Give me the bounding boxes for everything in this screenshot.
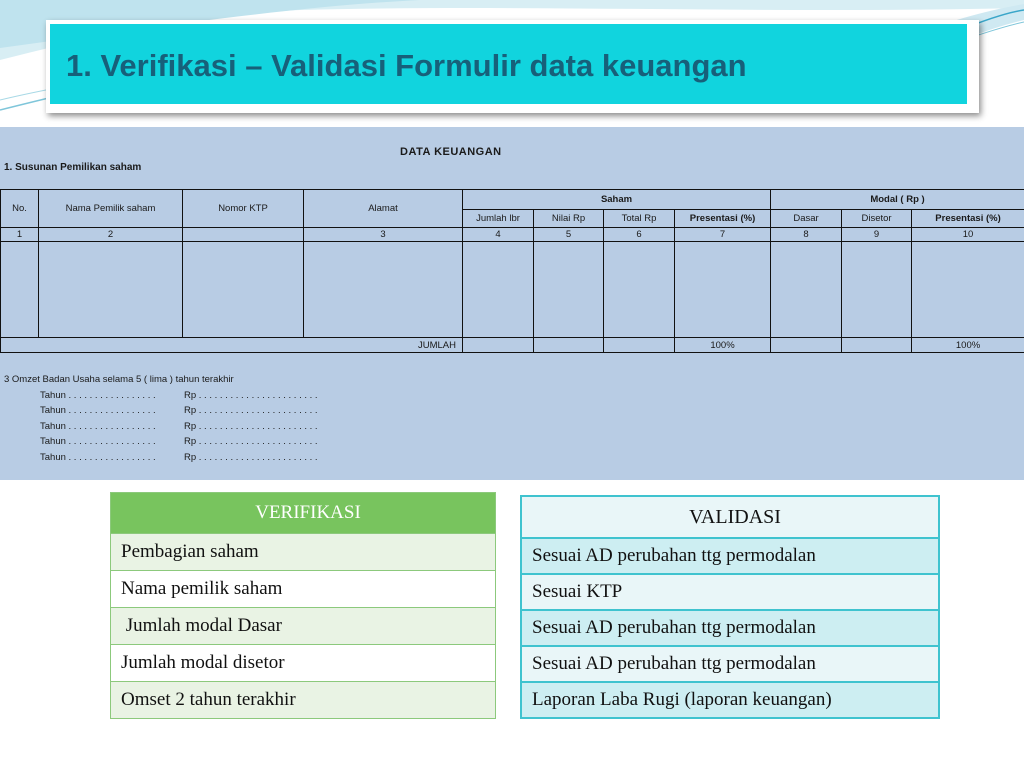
data-keuangan-form bbox=[0, 127, 1024, 480]
col-number: 1 bbox=[1, 228, 39, 242]
col-ktp: Nomor KTP bbox=[183, 190, 304, 228]
validasi-table bbox=[520, 495, 940, 719]
empty-data-row bbox=[1, 242, 1024, 338]
col-dasar: Dasar bbox=[771, 210, 842, 228]
col-number: 8 bbox=[771, 228, 842, 242]
group-modal: Modal ( Rp ) bbox=[771, 190, 1024, 210]
validasi-item: Sesuai KTP bbox=[521, 574, 939, 610]
col-presentasi-saham: Presentasi (%) bbox=[675, 210, 771, 228]
omzet-row bbox=[40, 421, 318, 432]
verifikasi-item: Nama pemilik saham bbox=[111, 571, 496, 608]
verifikasi-header: VERIFIKASI bbox=[111, 493, 496, 534]
omzet-tahun: Tahun . . . . . . . . . . . . . . . . . bbox=[40, 405, 156, 416]
jumlah-label: JUMLAH bbox=[1, 338, 463, 353]
col-number: 10 bbox=[912, 228, 1024, 242]
pct-saham: 100% bbox=[675, 338, 771, 353]
omzet-rp: Rp . . . . . . . . . . . . . . . . . . . . . . . bbox=[184, 405, 318, 416]
jumlah-row bbox=[1, 338, 1024, 353]
omzet-row bbox=[40, 436, 318, 447]
col-total-rp: Total Rp bbox=[604, 210, 675, 228]
validasi-item: Sesuai AD perubahan ttg permodalan bbox=[521, 610, 939, 646]
validasi-item: Sesuai AD perubahan ttg permodalan bbox=[521, 538, 939, 574]
col-disetor: Disetor bbox=[842, 210, 912, 228]
verifikasi-item: Jumlah modal disetor bbox=[111, 645, 496, 682]
omzet-tahun: Tahun . . . . . . . . . . . . . . . . . bbox=[40, 421, 156, 432]
section-3-title: 3 Omzet Badan Usaha selama 5 ( lima ) tahun terakhir bbox=[4, 374, 234, 385]
col-number: 6 bbox=[604, 228, 675, 242]
omzet-rp: Rp . . . . . . . . . . . . . . . . . . . . . . . bbox=[184, 436, 318, 447]
col-number: 2 bbox=[39, 228, 183, 242]
omzet-row bbox=[40, 405, 318, 416]
col-no: No. bbox=[1, 190, 39, 228]
pct-modal: 100% bbox=[912, 338, 1024, 353]
omzet-rp: Rp . . . . . . . . . . . . . . . . . . . . . . . bbox=[184, 390, 318, 401]
col-nilai-rp: Nilai Rp bbox=[534, 210, 604, 228]
col-number: 5 bbox=[534, 228, 604, 242]
validasi-item: Laporan Laba Rugi (laporan keuangan) bbox=[521, 682, 939, 718]
omzet-tahun: Tahun . . . . . . . . . . . . . . . . . bbox=[40, 452, 156, 463]
section-1-title: 1. Susunan Pemilikan saham bbox=[4, 162, 142, 173]
col-number: 4 bbox=[463, 228, 534, 242]
col-nama: Nama Pemilik saham bbox=[39, 190, 183, 228]
col-presentasi-modal: Presentasi (%) bbox=[912, 210, 1024, 228]
group-saham: Saham bbox=[463, 190, 771, 210]
omzet-tahun: Tahun . . . . . . . . . . . . . . . . . bbox=[40, 436, 156, 447]
validasi-header: VALIDASI bbox=[521, 496, 939, 538]
verifikasi-item: Jumlah modal Dasar bbox=[111, 608, 496, 645]
verifikasi-table bbox=[110, 492, 496, 719]
form-heading: DATA KEUANGAN bbox=[400, 146, 502, 158]
omzet-row bbox=[40, 452, 318, 463]
verifikasi-item: Omset 2 tahun terakhir bbox=[111, 682, 496, 719]
col-jumlah-lbr: Jumlah lbr bbox=[463, 210, 534, 228]
slide-title: 1. Verifikasi – Validasi Formulir data keuangan bbox=[66, 48, 747, 83]
col-number bbox=[183, 228, 304, 242]
ownership-table bbox=[0, 189, 1024, 353]
column-number-row bbox=[1, 228, 1024, 242]
omzet-tahun: Tahun . . . . . . . . . . . . . . . . . bbox=[40, 390, 156, 401]
col-number: 7 bbox=[675, 228, 771, 242]
col-number: 3 bbox=[304, 228, 463, 242]
omzet-rp: Rp . . . . . . . . . . . . . . . . . . . . . . . bbox=[184, 421, 318, 432]
omzet-rp: Rp . . . . . . . . . . . . . . . . . . . . . . . bbox=[184, 452, 318, 463]
col-number: 9 bbox=[842, 228, 912, 242]
col-alamat: Alamat bbox=[304, 190, 463, 228]
validasi-item: Sesuai AD perubahan ttg permodalan bbox=[521, 646, 939, 682]
verifikasi-item: Pembagian saham bbox=[111, 534, 496, 571]
title-bar bbox=[46, 20, 971, 108]
omzet-row bbox=[40, 390, 318, 401]
